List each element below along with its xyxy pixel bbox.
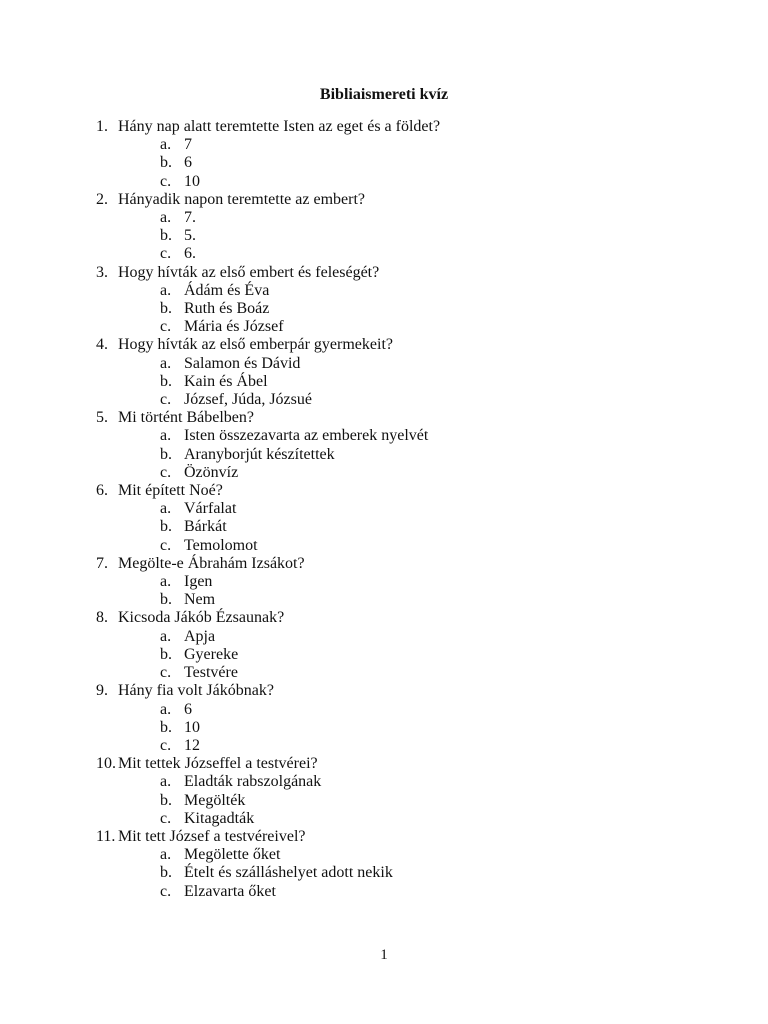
answer-option xyxy=(96,864,728,882)
answer-option xyxy=(96,282,728,300)
answer-option xyxy=(96,391,728,409)
answer-option xyxy=(96,628,728,646)
answer-option xyxy=(96,646,728,664)
answer-option xyxy=(96,883,728,901)
option-text: József, Júda, Józsué xyxy=(184,391,312,409)
option-letter: b. xyxy=(160,227,172,245)
option-letter: c. xyxy=(160,245,172,263)
answer-option xyxy=(96,537,728,555)
option-letter: a. xyxy=(160,627,172,645)
option-text: Isten összezavarta az emberek nyelvét xyxy=(184,427,429,445)
answer-option xyxy=(96,373,728,391)
option-letter: a. xyxy=(160,427,172,445)
option-text: 6 xyxy=(184,154,192,172)
question-item xyxy=(96,555,728,573)
option-text: Bárkát xyxy=(184,518,227,536)
option-text: Aranyborjút készítettek xyxy=(184,445,335,463)
answer-option xyxy=(96,209,728,227)
option-letter: a. xyxy=(160,281,172,299)
question-text: Kicsoda Jákób Ézsaunak? xyxy=(118,609,285,627)
option-text: Várfalat xyxy=(184,500,237,518)
question-text: Mit tett József a testvéreivel? xyxy=(118,827,306,845)
option-text: 6. xyxy=(184,245,196,263)
question-number: 10. xyxy=(96,755,116,773)
question-item xyxy=(96,755,728,773)
answer-option xyxy=(96,500,728,518)
question-number: 8. xyxy=(96,609,108,627)
answer-option xyxy=(96,154,728,172)
option-letter: c. xyxy=(160,536,172,554)
question-item xyxy=(96,118,728,136)
question-number: 3. xyxy=(96,263,108,281)
option-letter: c. xyxy=(160,391,172,409)
question-item xyxy=(96,336,728,354)
question-text: Mi történt Bábelben? xyxy=(118,409,254,427)
option-letter: b. xyxy=(160,154,172,172)
answer-option xyxy=(96,518,728,536)
option-text: Gyereke xyxy=(184,645,239,663)
answer-option xyxy=(96,136,728,154)
option-text: Salamon és Dávid xyxy=(184,354,301,372)
document-title: Bibliaismereti kvíz xyxy=(319,86,449,103)
question-number: 7. xyxy=(96,554,108,572)
option-letter: b. xyxy=(160,864,172,882)
question-item xyxy=(96,409,728,427)
question-item xyxy=(96,264,728,282)
answer-option xyxy=(96,318,728,336)
option-letter: b. xyxy=(160,718,172,736)
option-text: 12 xyxy=(184,736,200,754)
question-text: Hány fia volt Jákóbnak? xyxy=(118,682,274,700)
question-text: Hányadik napon teremtette az embert? xyxy=(118,190,365,208)
question-text: Hány nap alatt teremtette Isten az eget és a földet? xyxy=(118,118,441,135)
question-text: Mit tettek Józseffel a testvérei? xyxy=(118,755,318,773)
option-letter: a. xyxy=(160,209,172,227)
question-text: Hogy hívták az első embert és feleségét? xyxy=(118,263,380,281)
answer-option xyxy=(96,446,728,464)
option-letter: c. xyxy=(160,318,172,336)
option-text: 5. xyxy=(184,227,196,245)
answer-option xyxy=(96,719,728,737)
option-letter: a. xyxy=(160,136,172,154)
question-number: 4. xyxy=(96,336,108,354)
answer-option xyxy=(96,701,728,719)
question-number: 9. xyxy=(96,682,108,700)
option-letter: a. xyxy=(160,573,172,591)
quiz-list xyxy=(96,118,728,901)
option-letter: c. xyxy=(160,736,172,754)
answer-option xyxy=(96,737,728,755)
answer-option xyxy=(96,173,728,191)
option-text: Nem xyxy=(184,591,216,609)
option-letter: a. xyxy=(160,773,172,791)
option-letter: c. xyxy=(160,809,172,827)
option-letter: b. xyxy=(160,445,172,463)
option-text: 10 xyxy=(184,718,200,736)
option-text: Ruth és Boáz xyxy=(184,300,270,318)
option-letter: a. xyxy=(160,846,172,864)
option-letter: b. xyxy=(160,645,172,663)
answer-option xyxy=(96,664,728,682)
question-text: Hogy hívták az első emberpár gyermekeit? xyxy=(118,336,393,354)
question-item xyxy=(96,682,728,700)
option-letter: c. xyxy=(160,664,172,682)
question-item xyxy=(96,191,728,209)
page-number: 1 xyxy=(380,947,388,963)
option-letter: b. xyxy=(160,591,172,609)
answer-option xyxy=(96,846,728,864)
option-letter: a. xyxy=(160,500,172,518)
option-letter: b. xyxy=(160,518,172,536)
option-text: Mária és József xyxy=(184,318,284,336)
answer-option xyxy=(96,245,728,263)
option-text: Ételt és szálláshelyet adott nekik xyxy=(184,864,393,882)
question-number: 6. xyxy=(96,482,108,500)
question-item xyxy=(96,482,728,500)
question-number: 5. xyxy=(96,409,108,427)
option-text: Igen xyxy=(184,573,213,591)
answer-option xyxy=(96,573,728,591)
option-letter: b. xyxy=(160,372,172,390)
answer-option xyxy=(96,427,728,445)
question-number: 1. xyxy=(96,118,108,135)
question-text: Megölte-e Ábrahám Izsákot? xyxy=(118,554,305,572)
question-text: Mit épített Noé? xyxy=(118,482,223,500)
option-letter: b. xyxy=(160,300,172,318)
answer-option xyxy=(96,792,728,810)
answer-option xyxy=(96,300,728,318)
answer-option xyxy=(96,810,728,828)
option-text: Eladták rabszolgának xyxy=(184,773,322,791)
option-text: Megölték xyxy=(184,791,246,809)
option-letter: b. xyxy=(160,791,172,809)
option-text: 10 xyxy=(184,172,200,190)
question-number: 2. xyxy=(96,190,108,208)
option-letter: c. xyxy=(160,463,172,481)
option-letter: c. xyxy=(160,882,172,900)
option-text: 6 xyxy=(184,700,192,718)
answer-option xyxy=(96,773,728,791)
answer-option xyxy=(96,355,728,373)
option-text: Kitagadták xyxy=(184,809,255,827)
option-text: Temolomot xyxy=(184,536,258,554)
answer-option xyxy=(96,591,728,609)
answer-option xyxy=(96,464,728,482)
question-item xyxy=(96,828,728,846)
answer-option xyxy=(96,227,728,245)
question-item xyxy=(96,609,728,627)
option-text: Ádám és Éva xyxy=(184,281,270,299)
option-text: Apja xyxy=(184,627,216,645)
option-text: Kain és Ábel xyxy=(184,372,268,390)
option-letter: c. xyxy=(160,172,172,190)
option-text: 7. xyxy=(184,209,196,227)
option-text: Elzavarta őket xyxy=(184,882,276,900)
question-number: 11. xyxy=(96,827,116,845)
option-letter: a. xyxy=(160,700,172,718)
option-text: Megölette őket xyxy=(184,846,281,864)
option-text: Testvére xyxy=(184,664,238,682)
option-text: Özönvíz xyxy=(184,463,239,481)
option-letter: a. xyxy=(160,354,172,372)
option-text: 7 xyxy=(184,136,192,154)
